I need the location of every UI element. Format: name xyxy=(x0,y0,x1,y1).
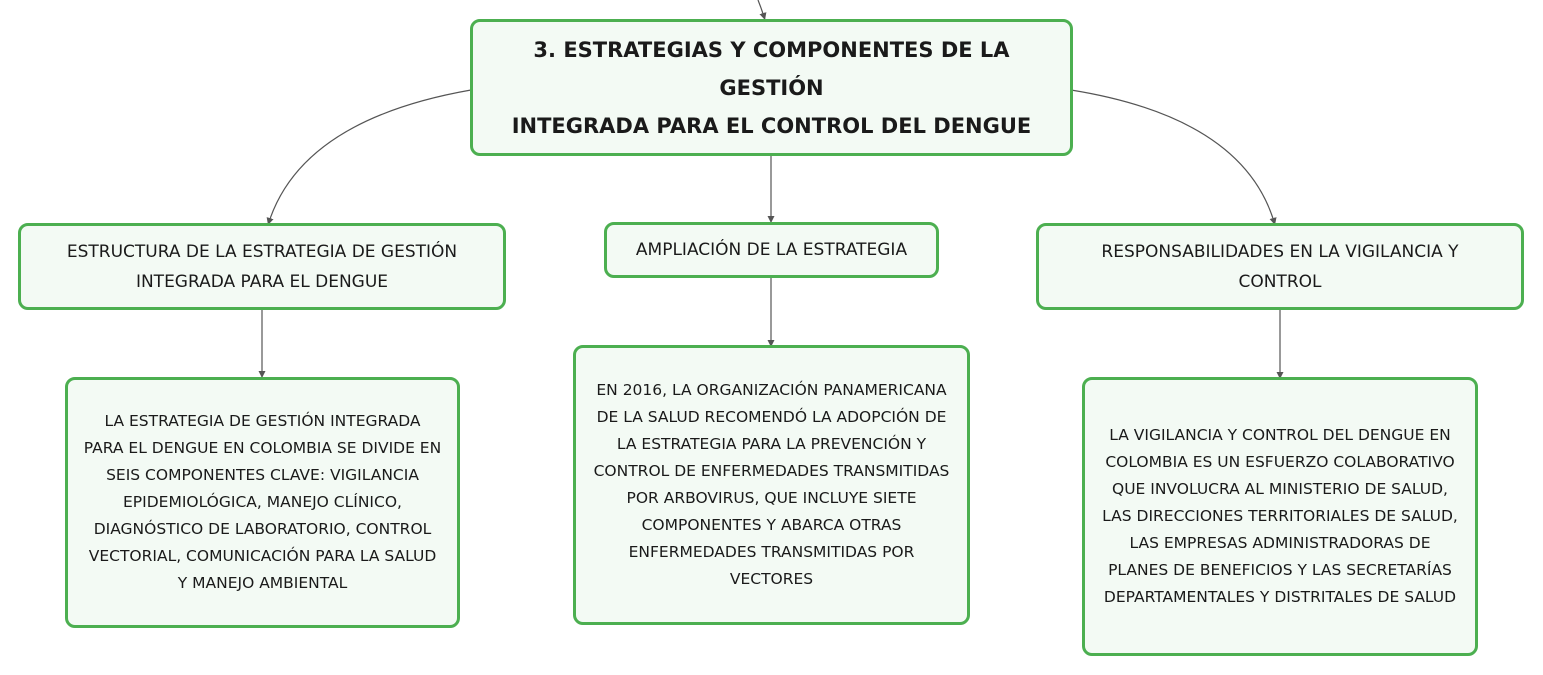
detail-line: LA ESTRATEGIA DE GESTIÓN INTEGRADA xyxy=(104,412,421,430)
detail-line: ENFERMEDADES TRANSMITIDAS POR xyxy=(628,543,915,561)
detail-ampliacion[interactable] xyxy=(573,345,970,625)
detail-line: DEPARTAMENTALES Y DISTRITALES DE SALUD xyxy=(1103,588,1457,606)
detail-line: SEIS COMPONENTES CLAVE: VIGILANCIA xyxy=(106,466,419,484)
detail-line: EPIDEMIOLÓGICA, MANEJO CLÍNICO, xyxy=(123,493,402,511)
branch-label-line: RESPONSABILIDADES EN LA VIGILANCIA Y xyxy=(1101,241,1459,262)
detail-line: VECTORES xyxy=(729,570,814,588)
detail-estructura[interactable] xyxy=(65,377,460,628)
detail-line: QUE INVOLUCRA AL MINISTERIO DE SALUD, xyxy=(1112,480,1448,498)
detail-line: LAS EMPRESAS ADMINISTRADORAS DE xyxy=(1129,534,1431,552)
detail-line: EN 2016, LA ORGANIZACIÓN PANAMERICANA xyxy=(596,381,947,399)
root-topic[interactable] xyxy=(470,19,1073,156)
detail-line: CONTROL DE ENFERMEDADES TRANSMITIDAS xyxy=(593,462,950,480)
branch-label-line: AMPLIACIÓN DE LA ESTRATEGIA xyxy=(635,240,908,260)
detail-line: VECTORIAL, COMUNICACIÓN PARA LA SALUD xyxy=(88,547,437,565)
branch-label-line: INTEGRADA PARA EL DENGUE xyxy=(135,271,389,292)
root-topic-line: INTEGRADA PARA EL CONTROL DEL DENGUE xyxy=(511,113,1032,138)
connector-root-to-branch-3 xyxy=(1071,90,1275,225)
detail-responsabilidades[interactable] xyxy=(1082,377,1478,656)
root-topic-line: 3. ESTRATEGIAS Y COMPONENTES DE LA GESTIÓN xyxy=(533,37,1010,100)
detail-line: DE LA SALUD RECOMENDÓ LA ADOPCIÓN DE xyxy=(596,408,947,426)
connector-root-to-branch-1 xyxy=(268,90,471,225)
detail-line: COLOMBIA ES UN ESFUERZO COLABORATIVO xyxy=(1105,453,1455,471)
detail-line: PLANES DE BENEFICIOS Y LAS SECRETARÍAS xyxy=(1108,561,1452,579)
branch-label-line: CONTROL xyxy=(1238,271,1322,292)
connector-parent-to-root xyxy=(758,0,765,20)
detail-line: LAS DIRECCIONES TERRITORIALES DE SALUD, xyxy=(1102,507,1458,525)
detail-line: PARA EL DENGUE EN COLOMBIA SE DIVIDE EN xyxy=(83,439,442,457)
detail-line: LA VIGILANCIA Y CONTROL DEL DENGUE EN xyxy=(1109,426,1451,444)
branch-label-line: ESTRUCTURA DE LA ESTRATEGIA DE GESTIÓN xyxy=(66,241,458,262)
detail-line: LA ESTRATEGIA PARA LA PREVENCIÓN Y xyxy=(616,435,927,453)
branch-estructura[interactable] xyxy=(18,223,506,310)
branch-ampliacion[interactable] xyxy=(604,222,939,278)
detail-line: Y MANEJO AMBIENTAL xyxy=(177,574,348,592)
detail-line: POR ARBOVIRUS, QUE INCLUYE SIETE xyxy=(626,489,917,507)
detail-line: COMPONENTES Y ABARCA OTRAS xyxy=(641,516,902,534)
branch-responsabilidades[interactable] xyxy=(1036,223,1524,310)
detail-line: DIAGNÓSTICO DE LABORATORIO, CONTROL xyxy=(93,520,432,538)
